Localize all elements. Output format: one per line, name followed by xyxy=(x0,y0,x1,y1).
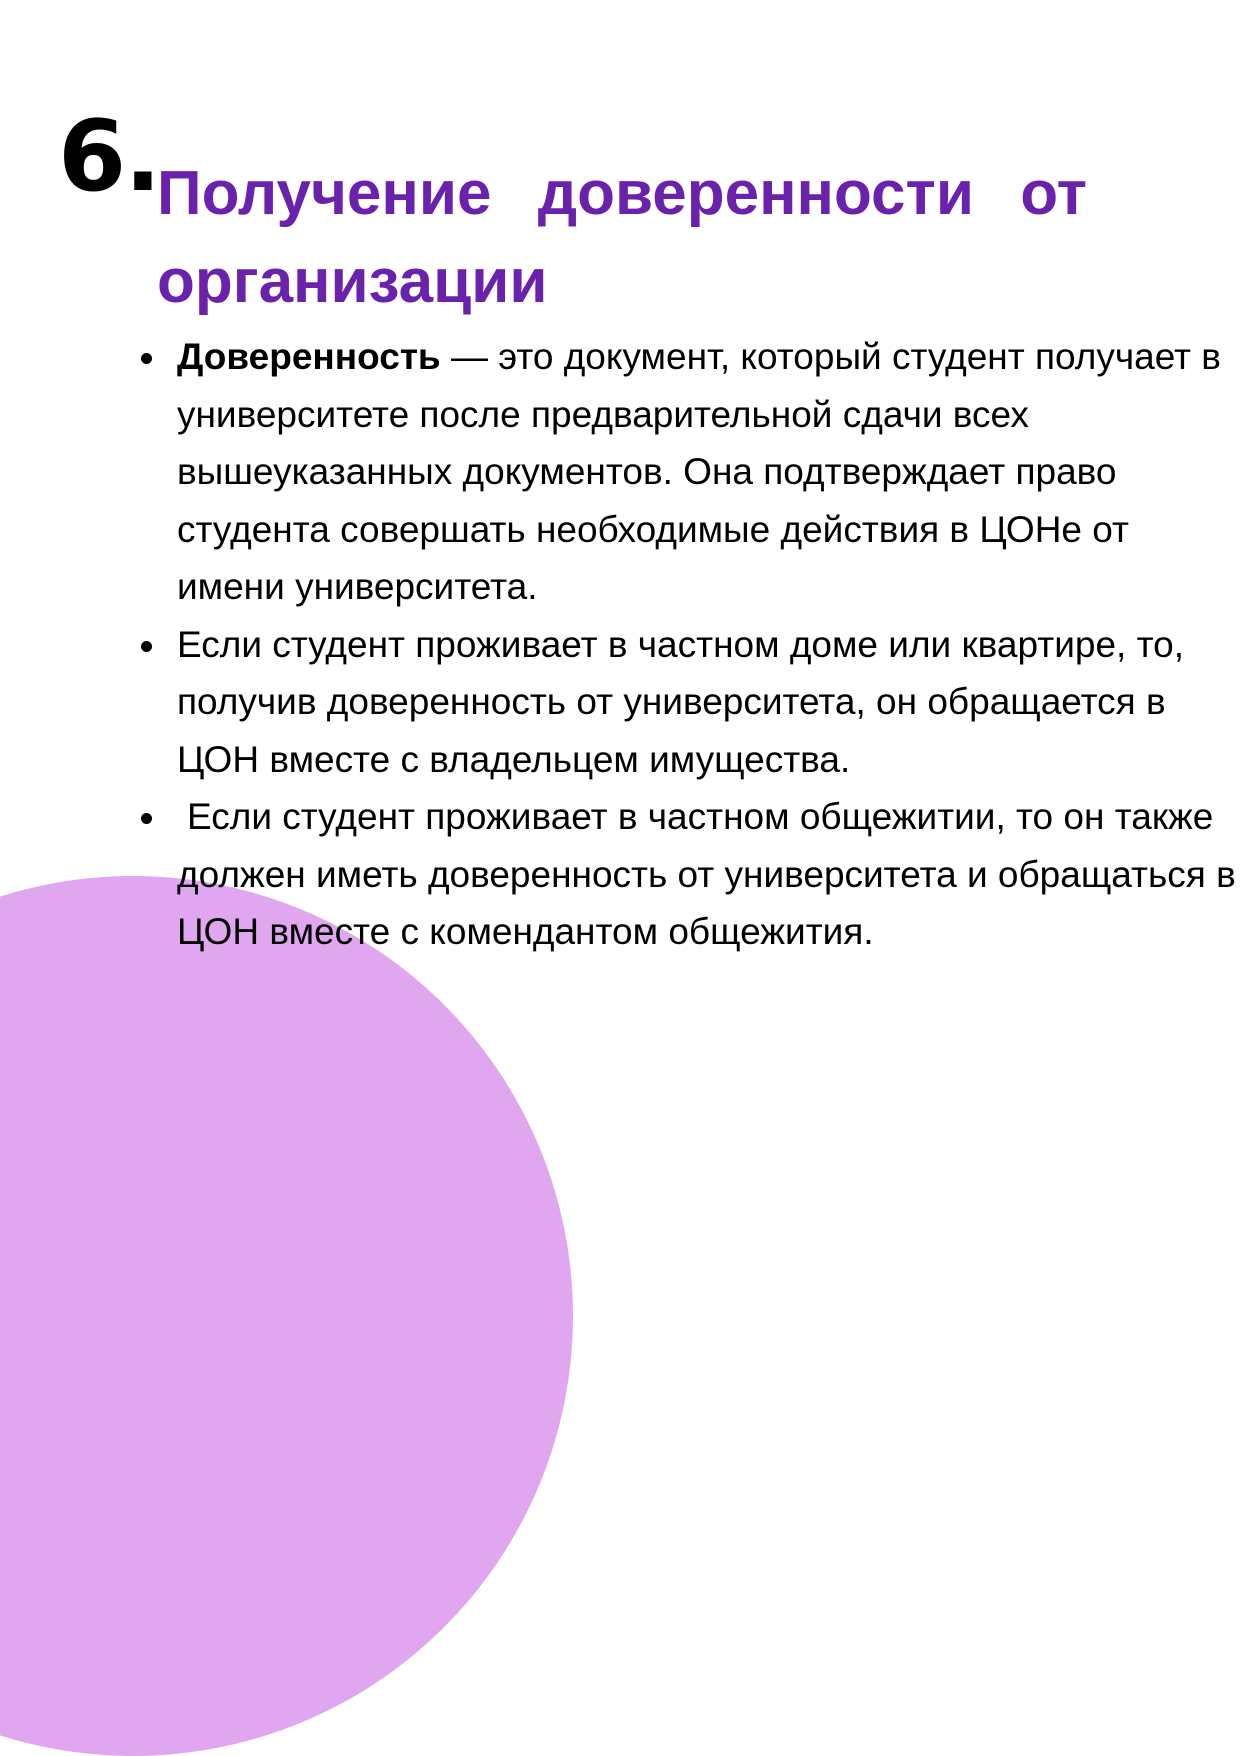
bullet-icon xyxy=(141,641,152,652)
list-item xyxy=(177,328,1239,616)
bullet-icon xyxy=(141,813,152,824)
bullet-text: Если студент проживает в частном общежитии, то он также должен иметь доверенность от университета и обращаться в ЦОН вместе с комендантом общежития. xyxy=(177,796,1236,952)
bullet-list xyxy=(177,328,1239,961)
bullet-term: Доверенность xyxy=(177,336,441,377)
list-item xyxy=(177,616,1239,789)
section-number: 6. xyxy=(58,100,160,214)
bullet-text: Если студент проживает в частном доме или квартире, то, получив доверенность от университета, он обращается в ЦОН вместе с владельцем имущества. xyxy=(177,623,1184,780)
decorative-circle xyxy=(0,876,573,1756)
section-title: Получение доверенности от организации xyxy=(157,159,1087,316)
bullet-text: — это документ, который студент получает в университете после предварительной сдачи всех вышеуказанных документов. Она подтверждает право студента совершать необходимые действия в ЦОНе от имени университета. xyxy=(177,336,1221,607)
bullet-icon xyxy=(141,353,152,364)
list-item xyxy=(177,788,1239,961)
